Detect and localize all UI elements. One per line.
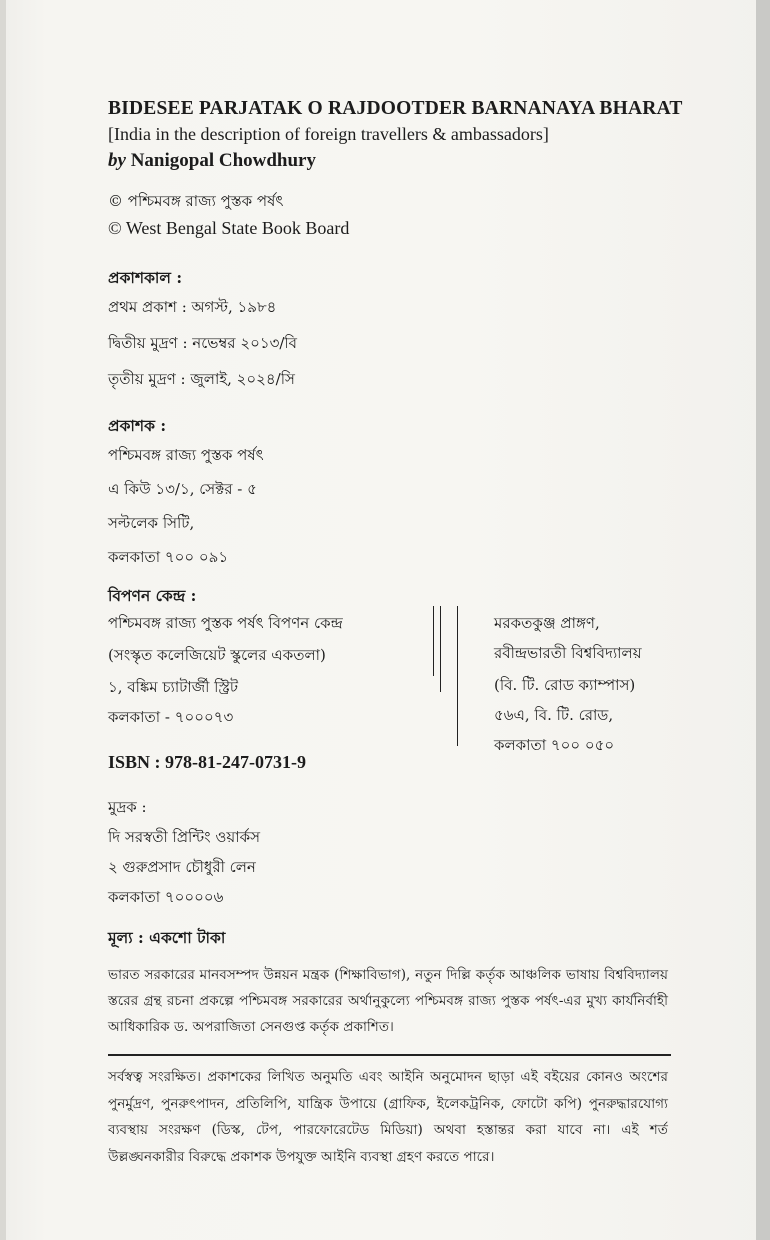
page-right-edge bbox=[756, 0, 770, 1240]
first-edition: প্রথম প্রকাশ : অগস্ট, ১৯৮৪ bbox=[108, 298, 277, 316]
divider-line bbox=[440, 606, 441, 692]
sales-right-line: ৫৬এ, বি. টি. রোড, bbox=[494, 706, 614, 724]
publisher-line: কলকাতা ৭০০ ০৯১ bbox=[108, 548, 229, 566]
author-name: Nanigopal Chowdhury bbox=[130, 150, 316, 171]
sales-left-line: ১, বঙ্কিম চ্যাটার্জী স্ট্রিট bbox=[108, 678, 239, 696]
book-title: BIDESEE PARJATAK O RAJDOOTDER BARNANAYA BHARAT bbox=[108, 98, 683, 119]
sales-heading: বিপণন কেন্দ্র : bbox=[108, 586, 197, 605]
sales-right-line: কলকাতা ৭০০ ০৫০ bbox=[494, 736, 615, 754]
price: মূল্য : একশো টাকা bbox=[108, 928, 226, 947]
sales-left-line: (সংস্কৃত কলেজিয়েট স্কুলের একতলা) bbox=[108, 646, 326, 664]
printer-heading: মুদ্রক : bbox=[108, 798, 147, 816]
publisher-line: পশ্চিমবঙ্গ রাজ্য পুস্তক পর্ষৎ bbox=[108, 446, 264, 464]
sales-right-line: মরকতকুঞ্জ প্রাঙ্গণ, bbox=[494, 614, 600, 632]
isbn: ISBN : 978-81-247-0731-9 bbox=[108, 752, 306, 772]
publisher-heading: প্রকাশক : bbox=[108, 416, 167, 435]
copyright-bengali: © পশ্চিমবঙ্গ রাজ্য পুস্তক পর্ষৎ bbox=[108, 192, 284, 210]
sales-right-line: (বি. টি. রোড ক্যাম্পাস) bbox=[494, 676, 636, 694]
second-printing: দ্বিতীয় মুদ্রণ : নভেম্বর ২০১৩/বি bbox=[108, 334, 298, 352]
sales-right-line: রবীন্দ্রভারতী বিশ্ববিদ্যালয় bbox=[494, 644, 642, 662]
printer-line: দি সরস্বতী প্রিন্টিং ওয়ার্কস bbox=[108, 828, 260, 846]
author-line bbox=[108, 150, 316, 172]
publication-heading: প্রকাশকাল : bbox=[108, 268, 183, 287]
sales-left-line: কলকাতা - ৭০০০৭৩ bbox=[108, 708, 234, 726]
sales-left-line: পশ্চিমবঙ্গ রাজ্য পুস্তক পর্ষৎ বিপণন কেন্দ্র bbox=[108, 614, 343, 632]
copyright-english: © West Bengal State Book Board bbox=[108, 218, 350, 238]
divider-line bbox=[433, 606, 434, 676]
printer-line: ২ গুরুপ্রসাদ চৌধুরী লেন bbox=[108, 858, 256, 876]
divider-line bbox=[457, 606, 458, 746]
rights-paragraph: সর্বস্বত্ব সংরক্ষিত। প্রকাশকের লিখিত অনুমতি এবং আইনি অনুমোদন ছাড়া এই বইয়ের কোনও অংশের পুনর্মুদ্রণ, পুনরুৎপাদন, প্রতিলিপি, যান্ত্রিক উপায়ে (গ্রাফিক, ইলেকট্রনিক, ফোটো কপি) পুনরুদ্ধারযোগ্য ব্যবস্থায় সংরক্ষণ (ডিস্ক, টেপ, পারফোরেটেড মিডিয়া) অথবা হস্তান্তর করা যাবে না। এই শর্ত উল্লঙ্ঘনকারীর বিরুদ্ধে প্রকাশক উপযুক্ত আইনি ব্যবস্থা গ্রহণ করতে পারে। bbox=[108, 1069, 668, 1165]
printer-line: কলকাতা ৭০০০০৬ bbox=[108, 888, 224, 906]
author-by: by bbox=[108, 150, 126, 171]
page-left-edge bbox=[0, 0, 6, 1240]
publisher-line: এ কিউ ১৩/১, সেক্টর - ৫ bbox=[108, 480, 257, 498]
book-subtitle: [India in the description of foreign travellers & ambassadors] bbox=[108, 124, 549, 144]
third-printing: তৃতীয় মুদ্রণ : জুলাই, ২০২৪/সি bbox=[108, 370, 295, 388]
horizontal-rule bbox=[108, 1054, 671, 1056]
funding-paragraph: ভারত সরকারের মানবসম্পদ উন্নয়ন মন্ত্রক (শিক্ষাবিভাগ), নতুন দিল্লি কর্তৃক আঞ্চলিক ভাষায় বিশ্ববিদ্যালয় স্তরের গ্রন্থ রচনা প্রকল্পে পশ্চিমবঙ্গ সরকারের অর্থানুকুল্যে পশ্চিমবঙ্গ রাজ্য পুস্তক পর্ষৎ-এর মুখ্য কার্যনির্বাহী আধিকারিক ড. অপরাজিতা সেনগুপ্ত কর্তৃক প্রকাশিত। bbox=[108, 967, 668, 1035]
publisher-line: সল্টলেক সিটি, bbox=[108, 514, 195, 532]
